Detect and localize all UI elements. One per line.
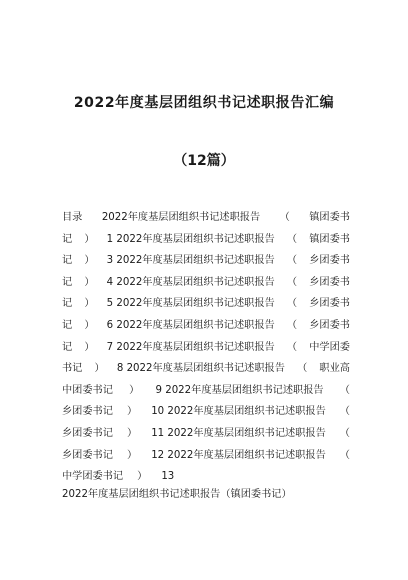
toc-fragment: 记 <box>62 233 73 245</box>
toc-fragment: 记 <box>62 319 73 331</box>
toc-fragment: ） <box>137 471 148 483</box>
toc-fragment: （ <box>339 427 350 439</box>
toc-fragment: （ <box>339 449 350 461</box>
toc-line <box>62 315 350 337</box>
toc-fragment: ） <box>84 233 95 245</box>
toc-fragment: （ <box>286 319 298 331</box>
toc-fragment: ） <box>126 406 138 418</box>
toc-fragment: 目录 <box>62 212 83 223</box>
toc-fragment: （ <box>286 233 298 245</box>
toc-fragment: 8 2022年度基层团组织书记述职报告 <box>116 363 285 375</box>
toc-line <box>62 272 350 294</box>
toc-fragment: ） <box>126 427 138 439</box>
toc-fragment: 中学团委书记 <box>62 471 124 483</box>
toc-fragment: 镇团委书 <box>309 212 350 223</box>
toc-fragment: 12 2022年度基层团组织书记述职报告 <box>151 449 326 461</box>
toc-fragment: 7 2022年度基层团组织书记述职报告 <box>106 341 275 353</box>
toc-line <box>62 445 350 467</box>
toc-fragment: （ <box>297 363 308 375</box>
toc-line <box>62 250 350 272</box>
document-title: 2022年度基层团组织书记述职报告汇编 <box>73 95 335 111</box>
toc-fragment: 中学团委 <box>309 341 350 353</box>
table-of-contents <box>62 207 350 488</box>
section-heading: 2022年度基层团组织书记述职报告（镇团委书记） <box>62 489 292 500</box>
toc-fragment: 10 2022年度基层团组织书记述职报告 <box>151 406 326 418</box>
toc-fragment: 乡团委书记 <box>62 449 113 461</box>
toc-fragment: （ <box>286 298 298 310</box>
toc-fragment: 记 <box>62 298 73 310</box>
toc-fragment: 乡团委书 <box>309 255 350 267</box>
toc-fragment: ） <box>84 298 95 310</box>
toc-fragment: （ <box>286 255 298 267</box>
toc-fragment: ） <box>94 363 105 375</box>
toc-fragment: （ <box>286 276 298 288</box>
toc-line <box>62 337 350 359</box>
toc-fragment: （ <box>286 341 298 353</box>
toc-line <box>62 358 350 380</box>
toc-fragment: 职业高 <box>319 363 350 375</box>
toc-fragment: 1 2022年度基层团组织书记述职报告 <box>106 233 275 245</box>
toc-fragment: 13 <box>161 471 175 483</box>
document-subtitle: （12篇） <box>173 153 235 169</box>
toc-fragment: 11 2022年度基层团组织书记述职报告 <box>151 427 326 439</box>
toc-fragment: ） <box>84 319 95 331</box>
toc-line <box>62 229 350 251</box>
toc-fragment: 记 <box>62 341 73 353</box>
toc-line <box>62 293 350 315</box>
toc-line <box>62 401 350 423</box>
toc-fragment: （ <box>279 212 290 223</box>
toc-fragment: ） <box>129 384 140 396</box>
toc-fragment: ） <box>84 341 95 353</box>
toc-fragment: 3 2022年度基层团组织书记述职报告 <box>106 255 275 267</box>
toc-fragment: 乡团委书 <box>309 298 350 310</box>
toc-fragment: 6 2022年度基层团组织书记述职报告 <box>106 319 275 331</box>
toc-fragment: 乡团委书 <box>309 319 350 331</box>
toc-fragment: 中团委书记 <box>62 384 113 396</box>
toc-line <box>62 207 350 229</box>
toc-fragment: 记 <box>62 276 73 288</box>
toc-fragment: 乡团委书 <box>309 276 350 288</box>
toc-fragment: 2022年度基层团组织书记述职报告 <box>101 212 261 223</box>
toc-fragment: 镇团委书 <box>309 233 350 245</box>
toc-line <box>62 380 350 402</box>
toc-fragment: ） <box>84 255 95 267</box>
toc-fragment: （ <box>339 384 350 396</box>
toc-fragment: 乡团委书记 <box>62 427 113 439</box>
toc-fragment: 记 <box>62 255 73 267</box>
toc-fragment: 乡团委书记 <box>62 406 113 418</box>
toc-fragment: 5 2022年度基层团组织书记述职报告 <box>106 298 275 310</box>
toc-fragment: 书记 <box>62 363 83 375</box>
toc-fragment: 4 2022年度基层团组织书记述职报告 <box>106 276 275 288</box>
toc-fragment: ） <box>126 449 138 461</box>
toc-fragment: 9 2022年度基层团组织书记述职报告 <box>155 384 324 396</box>
toc-fragment: （ <box>339 406 350 418</box>
toc-fragment: ） <box>84 276 95 288</box>
toc-line <box>62 423 350 445</box>
